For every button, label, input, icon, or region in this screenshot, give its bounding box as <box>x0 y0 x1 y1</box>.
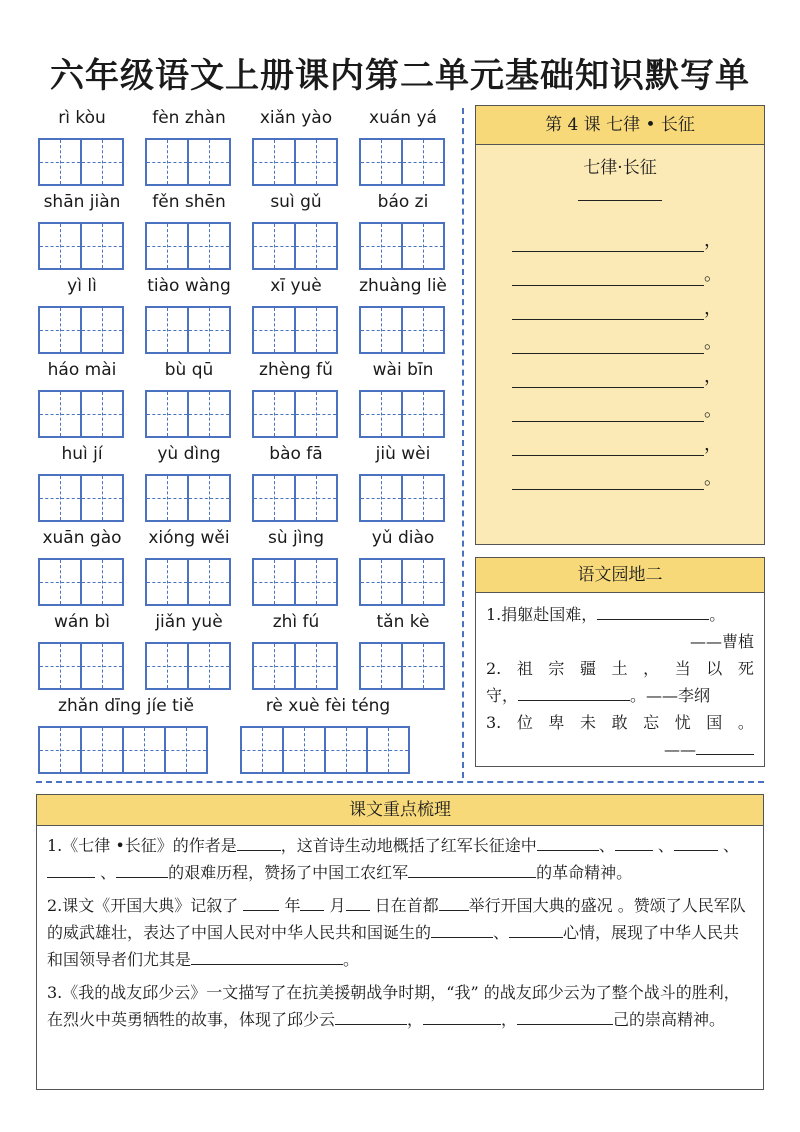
key-points-panel <box>36 794 764 1090</box>
yw-item-2-author: 。——李纲 <box>630 686 711 705</box>
pinyin-text: wán bì <box>53 612 110 632</box>
pinyin-item <box>252 612 340 688</box>
pinyin-grid <box>38 108 452 773</box>
q3-sep-2: ， <box>501 1010 518 1029</box>
spread-char: 未 <box>579 713 596 732</box>
q1-text-d: 的革命精神。 <box>536 863 633 882</box>
poem-line-blank[interactable] <box>512 335 704 354</box>
q3-text-a: 3.《我的战友邱少云》一文描写了在抗美援朝战争时期，“我” 的战友邱少云为了整个战斗的胜利，在烈火中英勇牺牲的故事，体现了邱少云 <box>47 983 740 1029</box>
poem-line-punct: ， <box>704 230 722 251</box>
q1-blank-1[interactable] <box>537 834 599 851</box>
pinyin-text: yǔ diào <box>371 528 435 548</box>
q2-blank-feeling-1[interactable] <box>431 921 493 938</box>
writing-boxes <box>252 222 338 270</box>
pinyin-text: fěn shēn <box>152 192 226 212</box>
writing-boxes <box>252 642 338 690</box>
key-point-3 <box>47 979 753 1033</box>
poem-line-blank[interactable] <box>512 369 704 388</box>
tianzige-box[interactable] <box>189 224 231 268</box>
tianzige-box[interactable] <box>361 644 403 688</box>
yw-item-1-text: 1.捐躯赴国难， <box>486 605 598 624</box>
yw-item-3-line2 <box>486 736 754 763</box>
poem-line-punct: 。 <box>704 468 722 489</box>
tianzige-box[interactable] <box>403 476 445 520</box>
pinyin-item <box>240 696 416 772</box>
poem-line-blank[interactable] <box>512 301 704 320</box>
poem-line <box>512 430 722 456</box>
tianzige-box[interactable] <box>40 224 82 268</box>
poem-line-punct: 。 <box>704 332 722 353</box>
writing-boxes <box>38 390 124 438</box>
spread-char: 。 <box>737 713 754 732</box>
poem-author-blank[interactable] <box>578 200 662 201</box>
pinyin-text: zhuàng liè <box>359 276 447 296</box>
tianzige-box[interactable] <box>296 392 338 436</box>
q2-text-a: 2.课文《开国大典》记叙了 <box>47 896 244 915</box>
tianzige-box[interactable] <box>361 308 403 352</box>
writing-boxes <box>145 222 231 270</box>
pinyin-text: sù jìng <box>267 528 325 548</box>
poem-line-blank[interactable] <box>512 267 704 286</box>
yw-item-2-line1 <box>486 655 754 682</box>
pinyin-item <box>38 528 126 604</box>
tianzige-box[interactable] <box>296 560 338 604</box>
poem-line-punct: ， <box>704 298 722 319</box>
poem-line-punct: ， <box>704 434 722 455</box>
writing-boxes <box>38 642 124 690</box>
q2-blank-feeling-2[interactable] <box>509 921 563 938</box>
q2-blank-year[interactable] <box>243 894 279 911</box>
pinyin-text: huì jí <box>61 444 103 464</box>
poem-line <box>512 260 722 286</box>
poem-line <box>512 294 722 320</box>
poem-line-blank[interactable] <box>512 403 704 422</box>
spread-char: 2. <box>486 659 502 678</box>
tianzige-box[interactable] <box>296 644 338 688</box>
pinyin-text: zhèng fǔ <box>259 360 333 380</box>
tianzige-box[interactable] <box>284 728 326 772</box>
q1-text-a: 1.《七律 •长征》的作者是 <box>47 836 237 855</box>
pinyin-item <box>359 528 447 604</box>
spread-char: 疆 <box>579 659 596 678</box>
tianzige-box[interactable] <box>403 224 445 268</box>
pinyin-item <box>145 612 233 688</box>
tianzige-box[interactable] <box>368 728 410 772</box>
pinyin-item <box>145 444 233 520</box>
tianzige-box[interactable] <box>361 140 403 184</box>
tianzige-box[interactable] <box>82 476 124 520</box>
tianzige-box[interactable] <box>296 224 338 268</box>
pinyin-item <box>145 192 233 268</box>
writing-boxes <box>359 390 445 438</box>
yw-item-2-line2 <box>486 682 754 709</box>
pinyin-text: yì lì <box>67 276 97 296</box>
pinyin-text: jiù wèi <box>375 444 431 464</box>
writing-boxes <box>359 642 445 690</box>
tianzige-box[interactable] <box>361 476 403 520</box>
q1-blank-4[interactable] <box>47 861 95 878</box>
spread-char: 土 <box>611 659 628 678</box>
yw-item-1-author: ——曹植 <box>689 632 754 651</box>
writing-boxes <box>359 558 445 606</box>
poem-line <box>512 226 722 252</box>
key-point-1 <box>47 832 753 886</box>
writing-boxes <box>252 558 338 606</box>
tianzige-box[interactable] <box>82 560 124 604</box>
q2-month: 月 <box>324 896 346 915</box>
pinyin-text: xiǎn yào <box>259 108 333 128</box>
writing-boxes <box>240 726 410 774</box>
tianzige-box[interactable] <box>40 140 82 184</box>
yw-item-3-blank[interactable] <box>696 738 754 755</box>
pinyin-item <box>38 696 214 772</box>
spread-char: 忘 <box>643 713 660 732</box>
pinyin-item <box>252 276 340 352</box>
q2-text-c: 心情，展现了中华人民共和国领导者们尤其是 <box>47 923 740 969</box>
writing-boxes <box>359 222 445 270</box>
yw-item-1-end: 。 <box>709 605 726 624</box>
writing-boxes <box>145 474 231 522</box>
pinyin-text: zhì fú <box>272 612 320 632</box>
tianzige-box[interactable] <box>147 224 189 268</box>
writing-boxes <box>145 642 231 690</box>
tianzige-box[interactable] <box>403 392 445 436</box>
tianzige-box[interactable] <box>40 644 82 688</box>
pinyin-text: rè xuè fèi téng <box>265 696 391 716</box>
pinyin-text: jiǎn yuè <box>155 612 223 632</box>
pinyin-item <box>359 444 447 520</box>
poem-title: 七律·长征 <box>583 158 657 178</box>
poem-line-blank[interactable] <box>512 437 704 456</box>
pinyin-item <box>252 360 340 436</box>
tianzige-box[interactable] <box>254 644 296 688</box>
q2-text-b: 举行开国大典的盛况 。赞颂了人民军队的威武雄壮，表达了中国人民对中华人民共和国诞生的 <box>47 896 746 942</box>
writing-boxes <box>38 558 124 606</box>
pinyin-text: xuán yá <box>369 108 437 128</box>
tianzige-box[interactable] <box>82 224 124 268</box>
poem-panel <box>475 105 765 545</box>
pinyin-text: tiào wàng <box>147 276 231 296</box>
tianzige-box[interactable] <box>147 644 189 688</box>
tianzige-box[interactable] <box>40 728 82 772</box>
q3-blank-1[interactable] <box>335 1008 407 1025</box>
pinyin-text: suì gǔ <box>270 192 322 212</box>
poem-panel-header: 第 4 课 七律 • 长征 <box>476 106 764 145</box>
pinyin-item <box>38 360 126 436</box>
yw-item-2-blank[interactable] <box>518 684 630 701</box>
tianzige-box[interactable] <box>82 728 124 772</box>
writing-boxes <box>38 222 124 270</box>
tianzige-box[interactable] <box>403 308 445 352</box>
q2-day: 日在首都 <box>369 896 439 915</box>
yw-item-1-blank[interactable] <box>597 603 709 620</box>
tianzige-box[interactable] <box>361 560 403 604</box>
writing-boxes <box>252 474 338 522</box>
poem-line-punct: 。 <box>704 264 722 285</box>
q3-blank-2[interactable] <box>423 1008 501 1025</box>
q1-blank-3[interactable] <box>674 834 718 851</box>
tianzige-box[interactable] <box>147 392 189 436</box>
poem-line <box>512 328 722 354</box>
tianzige-box[interactable] <box>147 560 189 604</box>
tianzige-box[interactable] <box>254 224 296 268</box>
pinyin-item <box>359 276 447 352</box>
key-point-2 <box>47 892 753 973</box>
q1-sep-1: 、 <box>598 836 615 855</box>
writing-boxes <box>38 474 124 522</box>
q2-sep: 、 <box>493 923 510 942</box>
tianzige-box[interactable] <box>403 140 445 184</box>
tianzige-box[interactable] <box>166 728 208 772</box>
poem-line <box>512 396 722 422</box>
writing-boxes <box>252 306 338 354</box>
pinyin-item <box>252 528 340 604</box>
tianzige-box[interactable] <box>296 140 338 184</box>
pinyin-text: tǎn kè <box>376 612 430 632</box>
spread-char: ， <box>643 659 660 678</box>
spread-char: 忧 <box>674 713 691 732</box>
writing-boxes <box>359 138 445 186</box>
pinyin-text: rì kòu <box>58 108 106 128</box>
tianzige-box[interactable] <box>124 728 166 772</box>
pinyin-text: báo zi <box>377 192 429 212</box>
tianzige-box[interactable] <box>254 476 296 520</box>
tianzige-box[interactable] <box>254 308 296 352</box>
q1-blank-5[interactable] <box>116 861 168 878</box>
pinyin-item <box>359 108 447 184</box>
tianzige-box[interactable] <box>82 308 124 352</box>
writing-boxes <box>145 306 231 354</box>
tianzige-box[interactable] <box>189 308 231 352</box>
tianzige-box[interactable] <box>403 560 445 604</box>
pinyin-item <box>145 108 233 184</box>
pinyin-item <box>38 276 126 352</box>
poem-line-punct: ， <box>704 366 722 387</box>
pinyin-item <box>145 276 233 352</box>
pinyin-text: bào fā <box>269 444 323 464</box>
tianzige-box[interactable] <box>40 560 82 604</box>
yuwen-yuandi-header: 语文园地二 <box>476 558 764 593</box>
yw-item-1 <box>486 601 754 628</box>
tianzige-box[interactable] <box>40 392 82 436</box>
tianzige-box[interactable] <box>82 644 124 688</box>
tianzige-box[interactable] <box>147 476 189 520</box>
q1-sep-4: 、 <box>100 863 117 882</box>
tianzige-box[interactable] <box>296 308 338 352</box>
spread-char: 以 <box>706 659 723 678</box>
pinyin-item <box>252 108 340 184</box>
writing-boxes <box>145 390 231 438</box>
q2-blank-leader[interactable] <box>191 948 343 965</box>
pinyin-item <box>252 444 340 520</box>
writing-boxes <box>252 390 338 438</box>
writing-boxes <box>38 138 124 186</box>
tianzige-box[interactable] <box>254 560 296 604</box>
yw-item-2-prefix: 守， <box>486 686 519 705</box>
tianzige-box[interactable] <box>361 224 403 268</box>
q2-blank-month[interactable] <box>300 894 324 911</box>
spread-char: 当 <box>674 659 691 678</box>
tianzige-box[interactable] <box>189 644 231 688</box>
pinyin-text: háo mài <box>47 360 117 380</box>
tianzige-box[interactable] <box>40 308 82 352</box>
tianzige-box[interactable] <box>147 140 189 184</box>
yuwen-yuandi-panel <box>475 557 765 767</box>
pinyin-text: yù dìng <box>157 444 221 464</box>
spread-char: 卑 <box>548 713 565 732</box>
pinyin-text: xī yuè <box>270 276 322 296</box>
q3-text-b: 己的崇高精神。 <box>613 1010 726 1029</box>
tianzige-box[interactable] <box>189 140 231 184</box>
tianzige-box[interactable] <box>403 644 445 688</box>
poem-line-blank[interactable] <box>512 233 704 252</box>
q3-sep-1: ， <box>407 1010 424 1029</box>
pinyin-text: zhǎn dīng jíe tiě <box>58 696 194 716</box>
pinyin-item <box>145 360 233 436</box>
q1-text-c: 的艰难历程，赞扬了中国工农红军 <box>168 863 409 882</box>
yw-item-3-dash: —— <box>664 740 696 759</box>
q2-end: 。 <box>343 950 360 969</box>
pinyin-item <box>252 192 340 268</box>
poem-line-blank[interactable] <box>512 471 704 490</box>
spread-char: 祖 <box>516 659 533 678</box>
tianzige-box[interactable] <box>189 476 231 520</box>
writing-boxes <box>145 138 231 186</box>
pinyin-text: xióng wěi <box>148 528 230 548</box>
spread-char: 死 <box>737 659 754 678</box>
q2-year: 年 <box>279 896 301 915</box>
writing-boxes <box>145 558 231 606</box>
spread-char: 国 <box>706 713 723 732</box>
tianzige-box[interactable] <box>147 308 189 352</box>
spread-char: 宗 <box>548 659 565 678</box>
pinyin-text: xuān gào <box>42 528 122 548</box>
pinyin-item <box>145 528 233 604</box>
tianzige-box[interactable] <box>189 392 231 436</box>
pinyin-text: shān jiàn <box>43 192 121 212</box>
key-points-header: 课文重点梳理 <box>37 795 763 826</box>
tianzige-box[interactable] <box>82 392 124 436</box>
q2-blank-place[interactable] <box>439 894 469 911</box>
yw-item-3-line1 <box>486 709 754 736</box>
pinyin-item <box>38 192 126 268</box>
writing-boxes <box>252 138 338 186</box>
pinyin-item <box>38 444 126 520</box>
tianzige-box[interactable] <box>254 140 296 184</box>
tianzige-box[interactable] <box>82 140 124 184</box>
pinyin-text: bù qū <box>164 360 214 380</box>
vertical-divider <box>462 108 464 778</box>
tianzige-box[interactable] <box>361 392 403 436</box>
pinyin-item <box>38 612 126 688</box>
horizontal-divider <box>36 781 764 783</box>
pinyin-item <box>38 108 126 184</box>
tianzige-box[interactable] <box>254 392 296 436</box>
writing-boxes <box>359 474 445 522</box>
page-title: 六年级语文上册课内第二单元基础知识默写单 <box>50 56 750 96</box>
q1-blank-author[interactable] <box>237 834 281 851</box>
spread-char: 3. <box>486 713 502 732</box>
pinyin-text: fèn zhàn <box>152 108 226 128</box>
q1-blank-2[interactable] <box>615 834 653 851</box>
tianzige-box[interactable] <box>40 476 82 520</box>
writing-boxes <box>38 306 124 354</box>
pinyin-item <box>359 192 447 268</box>
tianzige-box[interactable] <box>326 728 368 772</box>
tianzige-box[interactable] <box>296 476 338 520</box>
q1-text-b: ，这首诗生动地概括了红军长征途中 <box>280 836 537 855</box>
spread-char: 敢 <box>611 713 628 732</box>
tianzige-box[interactable] <box>189 560 231 604</box>
q3-blank-3[interactable] <box>517 1008 613 1025</box>
writing-boxes <box>359 306 445 354</box>
q1-sep-3: 、 <box>723 836 740 855</box>
poem-line-punct: 。 <box>704 400 722 421</box>
writing-boxes <box>38 726 208 774</box>
poem-line <box>512 362 722 388</box>
pinyin-item <box>359 360 447 436</box>
q2-blank-day[interactable] <box>346 894 370 911</box>
pinyin-text: wài bīn <box>372 360 434 380</box>
tianzige-box[interactable] <box>242 728 284 772</box>
pinyin-item <box>359 612 447 688</box>
poem-line <box>512 464 722 490</box>
spread-char: 位 <box>516 713 533 732</box>
q1-blank-spirit[interactable] <box>408 861 536 878</box>
q1-sep-2: 、 <box>657 836 674 855</box>
